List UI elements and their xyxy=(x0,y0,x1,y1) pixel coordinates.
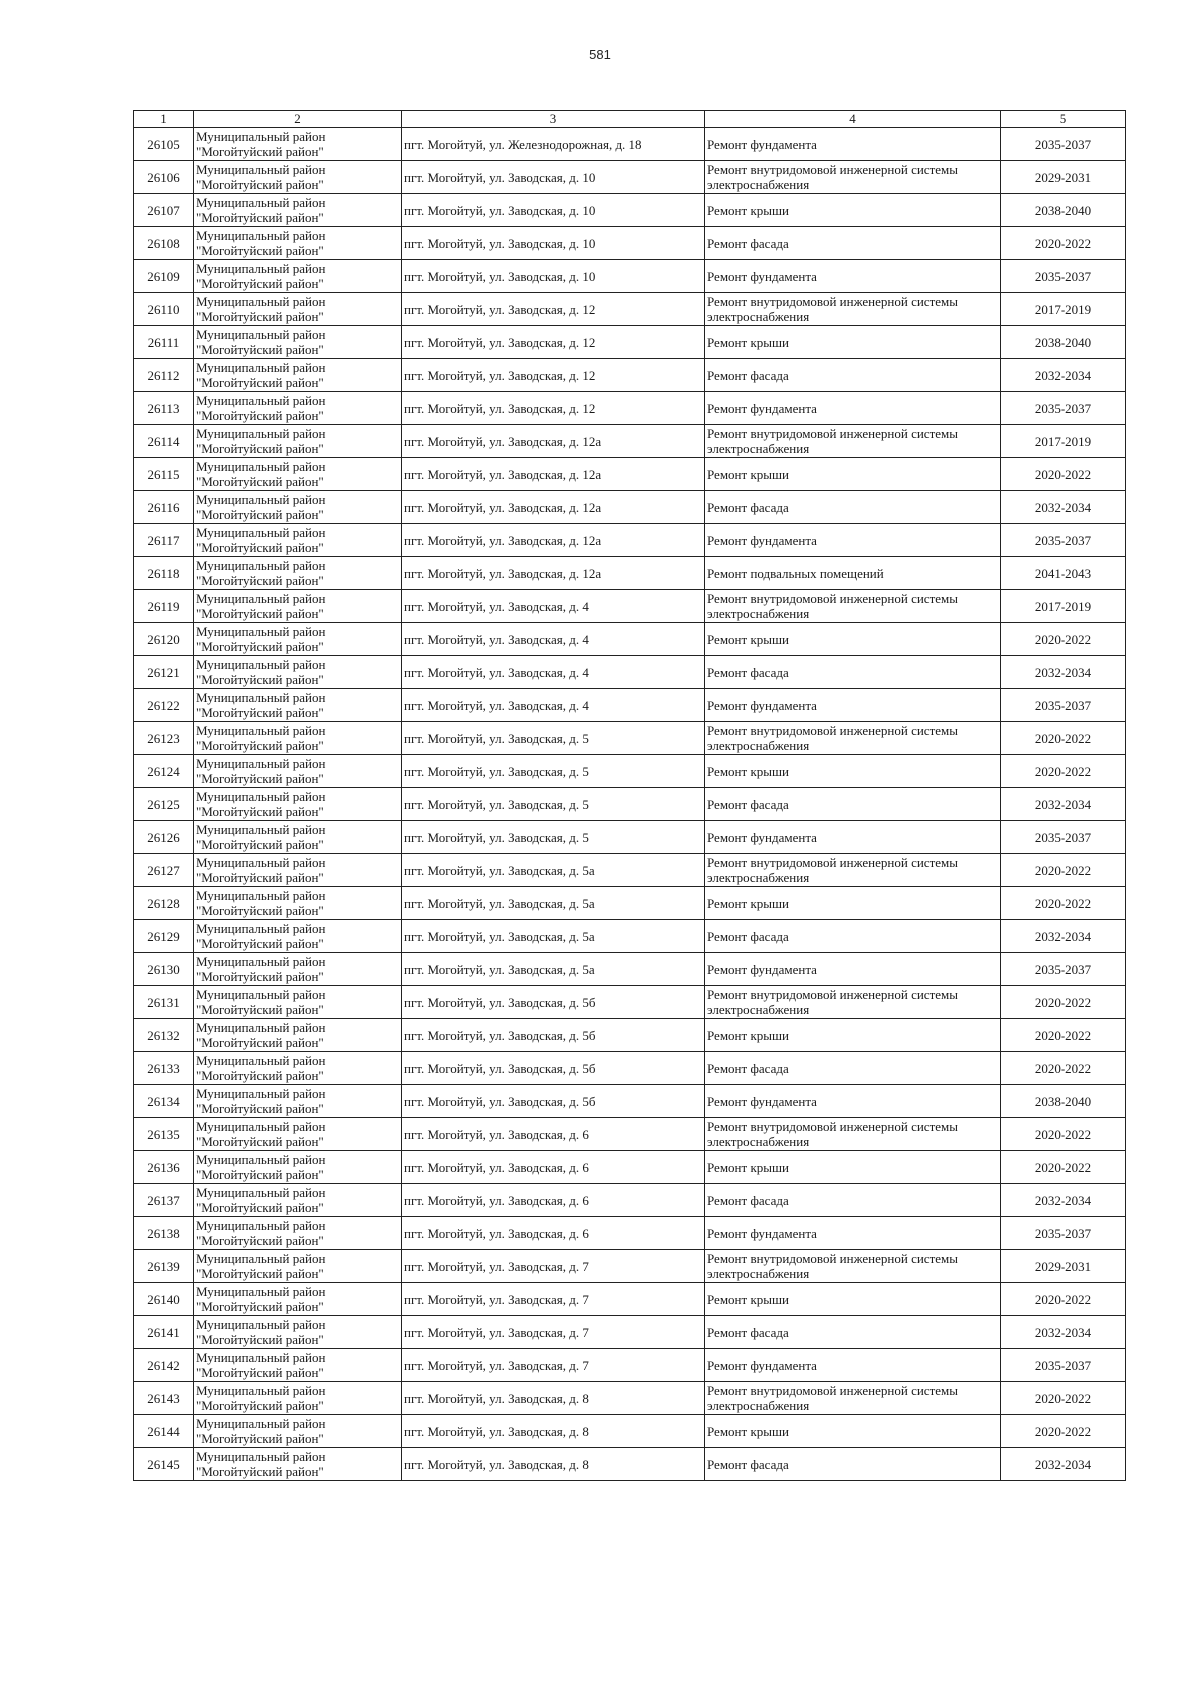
table-row xyxy=(134,1283,1126,1316)
table-row xyxy=(134,293,1126,326)
address-cell: пгт. Могойтуй, ул. Заводская, д. 5 xyxy=(402,788,705,821)
period-cell: 2038-2040 xyxy=(1001,1085,1126,1118)
row-number-cell: 26133 xyxy=(134,1052,194,1085)
address-cell: пгт. Могойтуй, ул. Заводская, д. 5б xyxy=(402,1019,705,1052)
row-number-cell: 26116 xyxy=(134,491,194,524)
row-number-cell: 26130 xyxy=(134,953,194,986)
period-cell: 2020-2022 xyxy=(1001,1415,1126,1448)
table-row xyxy=(134,524,1126,557)
period-cell: 2035-2037 xyxy=(1001,821,1126,854)
district-cell: Муниципальный район "Могойтуйский район" xyxy=(194,491,402,524)
period-cell: 2032-2034 xyxy=(1001,491,1126,524)
district-cell: Муниципальный район "Могойтуйский район" xyxy=(194,755,402,788)
work-type-cell: Ремонт внутридомовой инженерной системы электроснабжения xyxy=(705,425,1001,458)
address-cell: пгт. Могойтуй, ул. Заводская, д. 12 xyxy=(402,326,705,359)
work-type-cell: Ремонт фасада xyxy=(705,227,1001,260)
column-header-1: 1 xyxy=(134,111,194,128)
table-row xyxy=(134,1349,1126,1382)
row-number-cell: 26140 xyxy=(134,1283,194,1316)
period-cell: 2020-2022 xyxy=(1001,1382,1126,1415)
address-cell: пгт. Могойтуй, ул. Заводская, д. 6 xyxy=(402,1217,705,1250)
address-cell: пгт. Могойтуй, ул. Заводская, д. 6 xyxy=(402,1118,705,1151)
address-cell: пгт. Могойтуй, ул. Заводская, д. 10 xyxy=(402,260,705,293)
district-cell: Муниципальный район "Могойтуйский район" xyxy=(194,524,402,557)
row-number-cell: 26120 xyxy=(134,623,194,656)
row-number-cell: 26143 xyxy=(134,1382,194,1415)
row-number-cell: 26128 xyxy=(134,887,194,920)
address-cell: пгт. Могойтуй, ул. Заводская, д. 5а xyxy=(402,854,705,887)
district-cell: Муниципальный район "Могойтуйский район" xyxy=(194,458,402,491)
row-number-cell: 26125 xyxy=(134,788,194,821)
work-type-cell: Ремонт фундамента xyxy=(705,689,1001,722)
period-cell: 2041-2043 xyxy=(1001,557,1126,590)
work-type-cell: Ремонт внутридомовой инженерной системы электроснабжения xyxy=(705,590,1001,623)
period-cell: 2020-2022 xyxy=(1001,854,1126,887)
table-row xyxy=(134,623,1126,656)
district-cell: Муниципальный район "Могойтуйский район" xyxy=(194,1415,402,1448)
period-cell: 2020-2022 xyxy=(1001,722,1126,755)
table-row xyxy=(134,425,1126,458)
row-number-cell: 26145 xyxy=(134,1448,194,1481)
row-number-cell: 26138 xyxy=(134,1217,194,1250)
period-cell: 2017-2019 xyxy=(1001,293,1126,326)
period-cell: 2020-2022 xyxy=(1001,1151,1126,1184)
table-row xyxy=(134,1250,1126,1283)
page-number: 581 xyxy=(589,47,611,62)
row-number-cell: 26106 xyxy=(134,161,194,194)
table-row xyxy=(134,227,1126,260)
row-number-cell: 26134 xyxy=(134,1085,194,1118)
period-cell: 2020-2022 xyxy=(1001,1118,1126,1151)
district-cell: Муниципальный район "Могойтуйский район" xyxy=(194,1316,402,1349)
work-type-cell: Ремонт внутридомовой инженерной системы электроснабжения xyxy=(705,1250,1001,1283)
row-number-cell: 26112 xyxy=(134,359,194,392)
row-number-cell: 26131 xyxy=(134,986,194,1019)
work-type-cell: Ремонт крыши xyxy=(705,623,1001,656)
address-cell: пгт. Могойтуй, ул. Заводская, д. 5а xyxy=(402,887,705,920)
row-number-cell: 26114 xyxy=(134,425,194,458)
work-type-cell: Ремонт внутридомовой инженерной системы электроснабжения xyxy=(705,986,1001,1019)
work-type-cell: Ремонт крыши xyxy=(705,1283,1001,1316)
district-cell: Муниципальный район "Могойтуйский район" xyxy=(194,359,402,392)
work-type-cell: Ремонт внутридомовой инженерной системы электроснабжения xyxy=(705,854,1001,887)
work-type-cell: Ремонт фасада xyxy=(705,1184,1001,1217)
table-row xyxy=(134,689,1126,722)
period-cell: 2032-2034 xyxy=(1001,1316,1126,1349)
table-row xyxy=(134,1316,1126,1349)
row-number-cell: 26137 xyxy=(134,1184,194,1217)
row-number-cell: 26122 xyxy=(134,689,194,722)
period-cell: 2017-2019 xyxy=(1001,590,1126,623)
district-cell: Муниципальный район "Могойтуйский район" xyxy=(194,1382,402,1415)
district-cell: Муниципальный район "Могойтуйский район" xyxy=(194,425,402,458)
table-row xyxy=(134,953,1126,986)
table-row xyxy=(134,854,1126,887)
period-cell: 2035-2037 xyxy=(1001,953,1126,986)
district-cell: Муниципальный район "Могойтуйский район" xyxy=(194,986,402,1019)
column-header-4: 4 xyxy=(705,111,1001,128)
address-cell: пгт. Могойтуй, ул. Заводская, д. 5 xyxy=(402,821,705,854)
district-cell: Муниципальный район "Могойтуйский район" xyxy=(194,557,402,590)
address-cell: пгт. Могойтуй, ул. Заводская, д. 10 xyxy=(402,227,705,260)
work-type-cell: Ремонт подвальных помещений xyxy=(705,557,1001,590)
period-cell: 2020-2022 xyxy=(1001,1019,1126,1052)
district-cell: Муниципальный район "Могойтуйский район" xyxy=(194,392,402,425)
address-cell: пгт. Могойтуй, ул. Заводская, д. 12а xyxy=(402,557,705,590)
district-cell: Муниципальный район "Могойтуйский район" xyxy=(194,1085,402,1118)
table-row xyxy=(134,359,1126,392)
district-cell: Муниципальный район "Могойтуйский район" xyxy=(194,590,402,623)
work-type-cell: Ремонт фасада xyxy=(705,359,1001,392)
table-row xyxy=(134,1184,1126,1217)
row-number-cell: 26136 xyxy=(134,1151,194,1184)
row-number-cell: 26118 xyxy=(134,557,194,590)
work-type-cell: Ремонт фасада xyxy=(705,656,1001,689)
work-type-cell: Ремонт фундамента xyxy=(705,392,1001,425)
row-number-cell: 26110 xyxy=(134,293,194,326)
district-cell: Муниципальный район "Могойтуйский район" xyxy=(194,128,402,161)
district-cell: Муниципальный район "Могойтуйский район" xyxy=(194,161,402,194)
district-cell: Муниципальный район "Могойтуйский район" xyxy=(194,326,402,359)
address-cell: пгт. Могойтуй, ул. Заводская, д. 5а xyxy=(402,920,705,953)
district-cell: Муниципальный район "Могойтуйский район" xyxy=(194,1151,402,1184)
row-number-cell: 26113 xyxy=(134,392,194,425)
period-cell: 2020-2022 xyxy=(1001,458,1126,491)
work-type-cell: Ремонт фундамента xyxy=(705,821,1001,854)
work-type-cell: Ремонт фундамента xyxy=(705,1085,1001,1118)
row-number-cell: 26105 xyxy=(134,128,194,161)
address-cell: пгт. Могойтуй, ул. Заводская, д. 7 xyxy=(402,1349,705,1382)
row-number-cell: 26129 xyxy=(134,920,194,953)
period-cell: 2032-2034 xyxy=(1001,788,1126,821)
work-type-cell: Ремонт внутридомовой инженерной системы электроснабжения xyxy=(705,1382,1001,1415)
table-row xyxy=(134,557,1126,590)
row-number-cell: 26126 xyxy=(134,821,194,854)
row-number-cell: 26142 xyxy=(134,1349,194,1382)
district-cell: Муниципальный район "Могойтуйский район" xyxy=(194,623,402,656)
address-cell: пгт. Могойтуй, ул. Заводская, д. 6 xyxy=(402,1151,705,1184)
period-cell: 2032-2034 xyxy=(1001,920,1126,953)
table-row xyxy=(134,458,1126,491)
column-header-3: 3 xyxy=(402,111,705,128)
district-cell: Муниципальный район "Могойтуйский район" xyxy=(194,1019,402,1052)
district-cell: Муниципальный район "Могойтуйский район" xyxy=(194,854,402,887)
work-type-cell: Ремонт фундамента xyxy=(705,1217,1001,1250)
work-type-cell: Ремонт крыши xyxy=(705,1151,1001,1184)
address-cell: пгт. Могойтуй, ул. Заводская, д. 12а xyxy=(402,425,705,458)
period-cell: 2032-2034 xyxy=(1001,359,1126,392)
table-row xyxy=(134,161,1126,194)
district-cell: Муниципальный район "Могойтуйский район" xyxy=(194,722,402,755)
period-cell: 2035-2037 xyxy=(1001,1217,1126,1250)
row-number-cell: 26123 xyxy=(134,722,194,755)
period-cell: 2020-2022 xyxy=(1001,887,1126,920)
period-cell: 2020-2022 xyxy=(1001,755,1126,788)
period-cell: 2038-2040 xyxy=(1001,326,1126,359)
district-cell: Муниципальный район "Могойтуйский район" xyxy=(194,689,402,722)
period-cell: 2029-2031 xyxy=(1001,1250,1126,1283)
table-row xyxy=(134,128,1126,161)
work-type-cell: Ремонт фундамента xyxy=(705,953,1001,986)
period-cell: 2035-2037 xyxy=(1001,260,1126,293)
header-row xyxy=(134,111,1126,128)
work-type-cell: Ремонт внутридомовой инженерной системы электроснабжения xyxy=(705,293,1001,326)
address-cell: пгт. Могойтуй, ул. Заводская, д. 4 xyxy=(402,590,705,623)
period-cell: 2029-2031 xyxy=(1001,161,1126,194)
address-cell: пгт. Могойтуй, ул. Заводская, д. 6 xyxy=(402,1184,705,1217)
work-type-cell: Ремонт фундамента xyxy=(705,1349,1001,1382)
table-row xyxy=(134,392,1126,425)
work-type-cell: Ремонт крыши xyxy=(705,194,1001,227)
address-cell: пгт. Могойтуй, ул. Заводская, д. 5а xyxy=(402,953,705,986)
work-type-cell: Ремонт крыши xyxy=(705,755,1001,788)
work-type-cell: Ремонт крыши xyxy=(705,326,1001,359)
work-type-cell: Ремонт крыши xyxy=(705,1415,1001,1448)
table-row xyxy=(134,1085,1126,1118)
district-cell: Муниципальный район "Могойтуйский район" xyxy=(194,1217,402,1250)
period-cell: 2020-2022 xyxy=(1001,227,1126,260)
address-cell: пгт. Могойтуй, ул. Заводская, д. 4 xyxy=(402,623,705,656)
table-row xyxy=(134,1151,1126,1184)
address-cell: пгт. Могойтуй, ул. Заводская, д. 8 xyxy=(402,1415,705,1448)
period-cell: 2038-2040 xyxy=(1001,194,1126,227)
address-cell: пгт. Могойтуй, ул. Заводская, д. 5 xyxy=(402,722,705,755)
period-cell: 2035-2037 xyxy=(1001,524,1126,557)
period-cell: 2032-2034 xyxy=(1001,1184,1126,1217)
work-type-cell: Ремонт крыши xyxy=(705,1019,1001,1052)
address-cell: пгт. Могойтуй, ул. Заводская, д. 10 xyxy=(402,161,705,194)
period-cell: 2035-2037 xyxy=(1001,1349,1126,1382)
address-cell: пгт. Могойтуй, ул. Заводская, д. 7 xyxy=(402,1283,705,1316)
table-row xyxy=(134,260,1126,293)
row-number-cell: 26121 xyxy=(134,656,194,689)
table-row xyxy=(134,590,1126,623)
address-cell: пгт. Могойтуй, ул. Заводская, д. 10 xyxy=(402,194,705,227)
work-type-cell: Ремонт фасада xyxy=(705,491,1001,524)
row-number-cell: 26108 xyxy=(134,227,194,260)
table-row xyxy=(134,986,1126,1019)
district-cell: Муниципальный район "Могойтуйский район" xyxy=(194,1250,402,1283)
address-cell: пгт. Могойтуй, ул. Заводская, д. 12 xyxy=(402,392,705,425)
work-type-cell: Ремонт фасада xyxy=(705,1316,1001,1349)
table-row xyxy=(134,1019,1126,1052)
district-cell: Муниципальный район "Могойтуйский район" xyxy=(194,1052,402,1085)
table-row xyxy=(134,194,1126,227)
district-cell: Муниципальный район "Могойтуйский район" xyxy=(194,293,402,326)
column-header-2: 2 xyxy=(194,111,402,128)
address-cell: пгт. Могойтуй, ул. Заводская, д. 7 xyxy=(402,1316,705,1349)
address-cell: пгт. Могойтуй, ул. Заводская, д. 12а xyxy=(402,524,705,557)
table-body xyxy=(134,128,1126,1481)
address-cell: пгт. Могойтуй, ул. Заводская, д. 5 xyxy=(402,755,705,788)
address-cell: пгт. Могойтуй, ул. Заводская, д. 5б xyxy=(402,1052,705,1085)
row-number-cell: 26141 xyxy=(134,1316,194,1349)
row-number-cell: 26139 xyxy=(134,1250,194,1283)
work-type-cell: Ремонт фундамента xyxy=(705,128,1001,161)
work-type-cell: Ремонт крыши xyxy=(705,458,1001,491)
work-type-cell: Ремонт крыши xyxy=(705,887,1001,920)
row-number-cell: 26124 xyxy=(134,755,194,788)
district-cell: Муниципальный район "Могойтуйский район" xyxy=(194,227,402,260)
work-type-cell: Ремонт фундамента xyxy=(705,524,1001,557)
work-type-cell: Ремонт внутридомовой инженерной системы электроснабжения xyxy=(705,161,1001,194)
district-cell: Муниципальный район "Могойтуйский район" xyxy=(194,788,402,821)
period-cell: 2035-2037 xyxy=(1001,392,1126,425)
row-number-cell: 26117 xyxy=(134,524,194,557)
district-cell: Муниципальный район "Могойтуйский район" xyxy=(194,1118,402,1151)
table-header xyxy=(134,111,1126,128)
table-row xyxy=(134,755,1126,788)
row-number-cell: 26132 xyxy=(134,1019,194,1052)
district-cell: Муниципальный район "Могойтуйский район" xyxy=(194,1349,402,1382)
district-cell: Муниципальный район "Могойтуйский район" xyxy=(194,821,402,854)
table-row xyxy=(134,1118,1126,1151)
table-row xyxy=(134,656,1126,689)
column-header-5: 5 xyxy=(1001,111,1126,128)
period-cell: 2035-2037 xyxy=(1001,689,1126,722)
row-number-cell: 26135 xyxy=(134,1118,194,1151)
address-cell: пгт. Могойтуй, ул. Заводская, д. 4 xyxy=(402,689,705,722)
table-row xyxy=(134,788,1126,821)
period-cell: 2020-2022 xyxy=(1001,986,1126,1019)
address-cell: пгт. Могойтуй, ул. Заводская, д. 4 xyxy=(402,656,705,689)
period-cell: 2020-2022 xyxy=(1001,1283,1126,1316)
district-cell: Муниципальный район "Могойтуйский район" xyxy=(194,1283,402,1316)
district-cell: Муниципальный район "Могойтуйский район" xyxy=(194,920,402,953)
period-cell: 2020-2022 xyxy=(1001,623,1126,656)
table-row xyxy=(134,1052,1126,1085)
row-number-cell: 26107 xyxy=(134,194,194,227)
address-cell: пгт. Могойтуй, ул. Заводская, д. 12 xyxy=(402,293,705,326)
row-number-cell: 26111 xyxy=(134,326,194,359)
repair-schedule-table xyxy=(133,110,1126,1481)
address-cell: пгт. Могойтуй, ул. Заводская, д. 8 xyxy=(402,1382,705,1415)
district-cell: Муниципальный район "Могойтуйский район" xyxy=(194,260,402,293)
row-number-cell: 26109 xyxy=(134,260,194,293)
work-type-cell: Ремонт внутридомовой инженерной системы электроснабжения xyxy=(705,1118,1001,1151)
address-cell: пгт. Могойтуй, ул. Заводская, д. 5б xyxy=(402,1085,705,1118)
address-cell: пгт. Могойтуй, ул. Железнодорожная, д. 18 xyxy=(402,128,705,161)
address-cell: пгт. Могойтуй, ул. Заводская, д. 5б xyxy=(402,986,705,1019)
district-cell: Муниципальный район "Могойтуйский район" xyxy=(194,194,402,227)
table-row xyxy=(134,1448,1126,1481)
table-row xyxy=(134,1382,1126,1415)
work-type-cell: Ремонт фасада xyxy=(705,1448,1001,1481)
table-row xyxy=(134,326,1126,359)
address-cell: пгт. Могойтуй, ул. Заводская, д. 7 xyxy=(402,1250,705,1283)
period-cell: 2020-2022 xyxy=(1001,1052,1126,1085)
row-number-cell: 26119 xyxy=(134,590,194,623)
table-row xyxy=(134,920,1126,953)
district-cell: Муниципальный район "Могойтуйский район" xyxy=(194,887,402,920)
work-type-cell: Ремонт фундамента xyxy=(705,260,1001,293)
district-cell: Муниципальный район "Могойтуйский район" xyxy=(194,1184,402,1217)
address-cell: пгт. Могойтуй, ул. Заводская, д. 12а xyxy=(402,458,705,491)
table-row xyxy=(134,1415,1126,1448)
work-type-cell: Ремонт фасада xyxy=(705,920,1001,953)
row-number-cell: 26127 xyxy=(134,854,194,887)
address-cell: пгт. Могойтуй, ул. Заводская, д. 12 xyxy=(402,359,705,392)
row-number-cell: 26144 xyxy=(134,1415,194,1448)
work-type-cell: Ремонт внутридомовой инженерной системы электроснабжения xyxy=(705,722,1001,755)
row-number-cell: 26115 xyxy=(134,458,194,491)
table-row xyxy=(134,821,1126,854)
table-row xyxy=(134,491,1126,524)
period-cell: 2032-2034 xyxy=(1001,656,1126,689)
table-row xyxy=(134,722,1126,755)
table-row xyxy=(134,1217,1126,1250)
district-cell: Муниципальный район "Могойтуйский район" xyxy=(194,656,402,689)
district-cell: Муниципальный район "Могойтуйский район" xyxy=(194,1448,402,1481)
period-cell: 2035-2037 xyxy=(1001,128,1126,161)
period-cell: 2032-2034 xyxy=(1001,1448,1126,1481)
period-cell: 2017-2019 xyxy=(1001,425,1126,458)
address-cell: пгт. Могойтуй, ул. Заводская, д. 12а xyxy=(402,491,705,524)
table-row xyxy=(134,887,1126,920)
address-cell: пгт. Могойтуй, ул. Заводская, д. 8 xyxy=(402,1448,705,1481)
work-type-cell: Ремонт фасада xyxy=(705,1052,1001,1085)
district-cell: Муниципальный район "Могойтуйский район" xyxy=(194,953,402,986)
work-type-cell: Ремонт фасада xyxy=(705,788,1001,821)
